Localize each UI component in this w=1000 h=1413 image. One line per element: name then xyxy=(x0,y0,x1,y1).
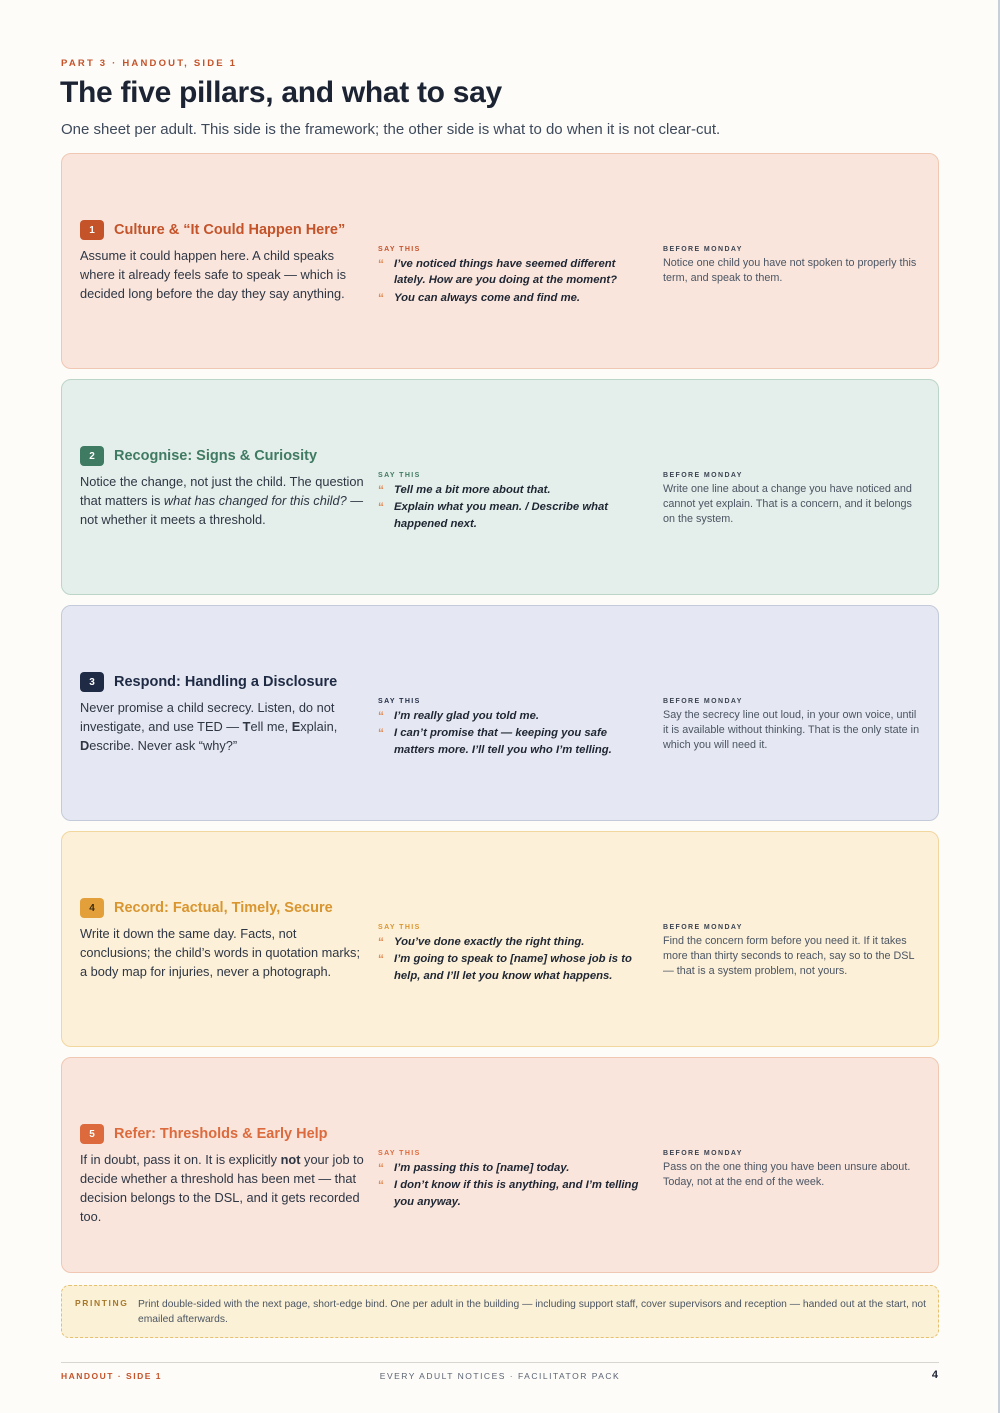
pillar-header xyxy=(80,220,345,240)
description-text: — not whether it meets a threshold. xyxy=(80,493,364,527)
before-monday-text: Notice one child you have not spoken to properly this term, and speak to them. xyxy=(663,257,917,285)
quote-text: Explain what you mean. / Describe what happened next. xyxy=(394,501,609,530)
printing-label: PRINTING xyxy=(75,1298,129,1308)
say-this-column xyxy=(378,698,648,759)
say-this-column xyxy=(378,924,648,985)
pillar-heading: Respond: Handling a Disclosure xyxy=(114,674,338,690)
printing-text: Print double-sided with the next page, short-edge bind. One per adult in the building — including support staff, cover supervisors and reception — handed out at the start, not emailed afterwards. xyxy=(138,1299,927,1325)
ted-letter: E xyxy=(291,719,301,734)
before-monday-label: BEFORE MONDAY xyxy=(663,246,743,253)
before-monday-column xyxy=(663,246,921,286)
before-monday-column xyxy=(663,472,921,528)
footer-section-label: HANDOUT · SIDE 1 xyxy=(61,1371,162,1381)
pillar-number-badge: 2 xyxy=(80,446,104,466)
description-strong: not xyxy=(280,1152,301,1167)
pillar-heading: Culture & “It Could Happen Here” xyxy=(114,222,346,238)
quote-text: You’ve done exactly the right thing. xyxy=(394,936,585,948)
before-monday-column xyxy=(663,1150,921,1190)
pillar-heading: Refer: Thresholds & Early Help xyxy=(114,1126,328,1142)
pillar-card-2 xyxy=(61,379,939,595)
say-quote xyxy=(378,708,648,724)
pillar-heading: Recognise: Signs & Curiosity xyxy=(114,448,318,464)
quote-mark-icon: “ xyxy=(378,257,384,271)
before-monday-column xyxy=(663,698,921,754)
say-quote xyxy=(378,725,648,758)
description-text: Notice the change, not just the child. The question that matters is xyxy=(80,474,364,508)
description-text: escribe. Never ask “why?” xyxy=(89,738,238,753)
say-quote xyxy=(378,482,648,498)
before-monday-label: BEFORE MONDAY xyxy=(663,472,743,479)
quote-mark-icon: “ xyxy=(378,935,384,949)
pillar-heading: Record: Factual, Timely, Secure xyxy=(114,900,333,916)
say-this-label: SAY THIS xyxy=(378,924,421,931)
pillar-card-1 xyxy=(61,153,939,369)
before-monday-text: Pass on the one thing you have been unsure about. Today, not at the end of the week. xyxy=(663,1161,911,1189)
quote-text: I’ve noticed things have seemed different lately. How are you doing at the moment? xyxy=(394,258,618,287)
pillar-number-badge: 4 xyxy=(80,898,104,918)
pillar-description xyxy=(80,472,368,529)
quote-mark-icon: “ xyxy=(378,1178,384,1193)
quote-mark-icon: “ xyxy=(378,483,384,497)
description-emphasis: what has changed for this child? xyxy=(163,493,347,508)
say-this-column xyxy=(378,246,648,307)
description-text: ell me, xyxy=(250,719,292,734)
footer-pack-title: EVERY ADULT NOTICES · FACILITATOR PACK xyxy=(379,1371,621,1381)
page-number: 4 xyxy=(931,1369,938,1381)
description-text: If in doubt, pass it on. It is explicitly xyxy=(80,1152,281,1167)
say-quote xyxy=(378,1160,648,1176)
say-quote xyxy=(378,499,648,532)
page-subtitle: One sheet per adult. This side is the framework; the other side is what to do when it is not clear-cut. xyxy=(61,121,721,138)
pillar-number-badge: 5 xyxy=(80,1124,104,1144)
pillar-card-3 xyxy=(61,605,939,821)
quote-text: I’m going to speak to [name] whose job is to help, and I’ll let you know what happens. xyxy=(394,953,632,982)
description-text: xplain, xyxy=(300,719,338,734)
before-monday-label: BEFORE MONDAY xyxy=(663,698,743,705)
eyebrow: PART 3 · HANDOUT, SIDE 1 xyxy=(61,58,238,69)
quote-mark-icon: “ xyxy=(378,290,384,305)
page-title: The five pillars, and what to say xyxy=(60,76,502,109)
quote-mark-icon: “ xyxy=(378,500,384,515)
quote-mark-icon: “ xyxy=(378,952,384,967)
say-this-column xyxy=(378,472,648,533)
pillar-description: Write it down the same day. Facts, not conclusions; the child’s words in quotation marks; a body map for injuries, never a photograph. xyxy=(80,926,361,979)
say-this-label: SAY THIS xyxy=(378,698,421,705)
ted-letter: T xyxy=(242,719,251,734)
pillar-number-badge: 1 xyxy=(80,220,104,240)
quote-text: I’m passing this to [name] today. xyxy=(394,1162,570,1174)
say-this-label: SAY THIS xyxy=(378,1150,421,1157)
printing-note xyxy=(61,1285,939,1338)
say-this-label: SAY THIS xyxy=(378,472,421,479)
say-quote xyxy=(378,290,648,306)
quote-text: Tell me a bit more about that. xyxy=(394,484,551,496)
pillar-card-4 xyxy=(61,831,939,1047)
before-monday-text: Find the concern form before you need it. If it takes more than thirty seconds to reach, say so to the DSL — that is a system problem, not yours. xyxy=(663,935,915,978)
say-quote xyxy=(378,1177,648,1210)
before-monday-label: BEFORE MONDAY xyxy=(663,924,743,931)
quote-mark-icon: “ xyxy=(378,1161,384,1175)
before-monday-text: Say the secrecy line out loud, in your own voice, until it is available without thinking. That is the only state in which you will need it. xyxy=(663,709,920,752)
say-quote xyxy=(378,934,648,950)
pillar-card-5 xyxy=(61,1057,939,1273)
before-monday-text: Write one line about a change you have noticed and cannot yet explain. That is a concern, and it belongs on the system. xyxy=(663,483,912,526)
pillar-number-badge: 3 xyxy=(80,672,104,692)
pillar-description xyxy=(80,1150,368,1226)
description-text: your job to decide whether a threshold has been met — that decision belongs to the DSL, and it gets recorded too. xyxy=(80,1152,364,1224)
say-quote xyxy=(378,951,648,984)
quote-text: I don’t know if this is anything, and I’m telling you anyway. xyxy=(394,1179,639,1208)
quote-mark-icon: “ xyxy=(378,726,384,741)
before-monday-column xyxy=(663,924,921,980)
quote-text: I can’t promise that — keeping you safe matters more. I’ll tell you who I’m telling. xyxy=(394,727,612,756)
ted-letter: D xyxy=(80,738,90,753)
say-quote xyxy=(378,256,648,289)
say-this-column xyxy=(378,1150,648,1211)
pillar-header xyxy=(80,446,317,466)
footer-divider xyxy=(61,1362,939,1363)
pillar-header xyxy=(80,898,333,918)
quote-text: I’m really glad you told me. xyxy=(394,710,540,722)
before-monday-label: BEFORE MONDAY xyxy=(663,1150,743,1157)
say-this-label: SAY THIS xyxy=(378,246,421,253)
pillar-header xyxy=(80,672,337,692)
quote-text: You can always come and find me. xyxy=(394,291,581,304)
description-text: Never promise a child secrecy. Listen, do not investigate, and use TED — xyxy=(80,700,335,734)
pillar-description: Assume it could happen here. A child speaks where it already feels safe to speak — which is decided long before the day they say anything. xyxy=(80,248,347,301)
pillar-description xyxy=(80,698,368,755)
quote-mark-icon: “ xyxy=(378,709,384,723)
pillar-header xyxy=(80,1124,328,1144)
